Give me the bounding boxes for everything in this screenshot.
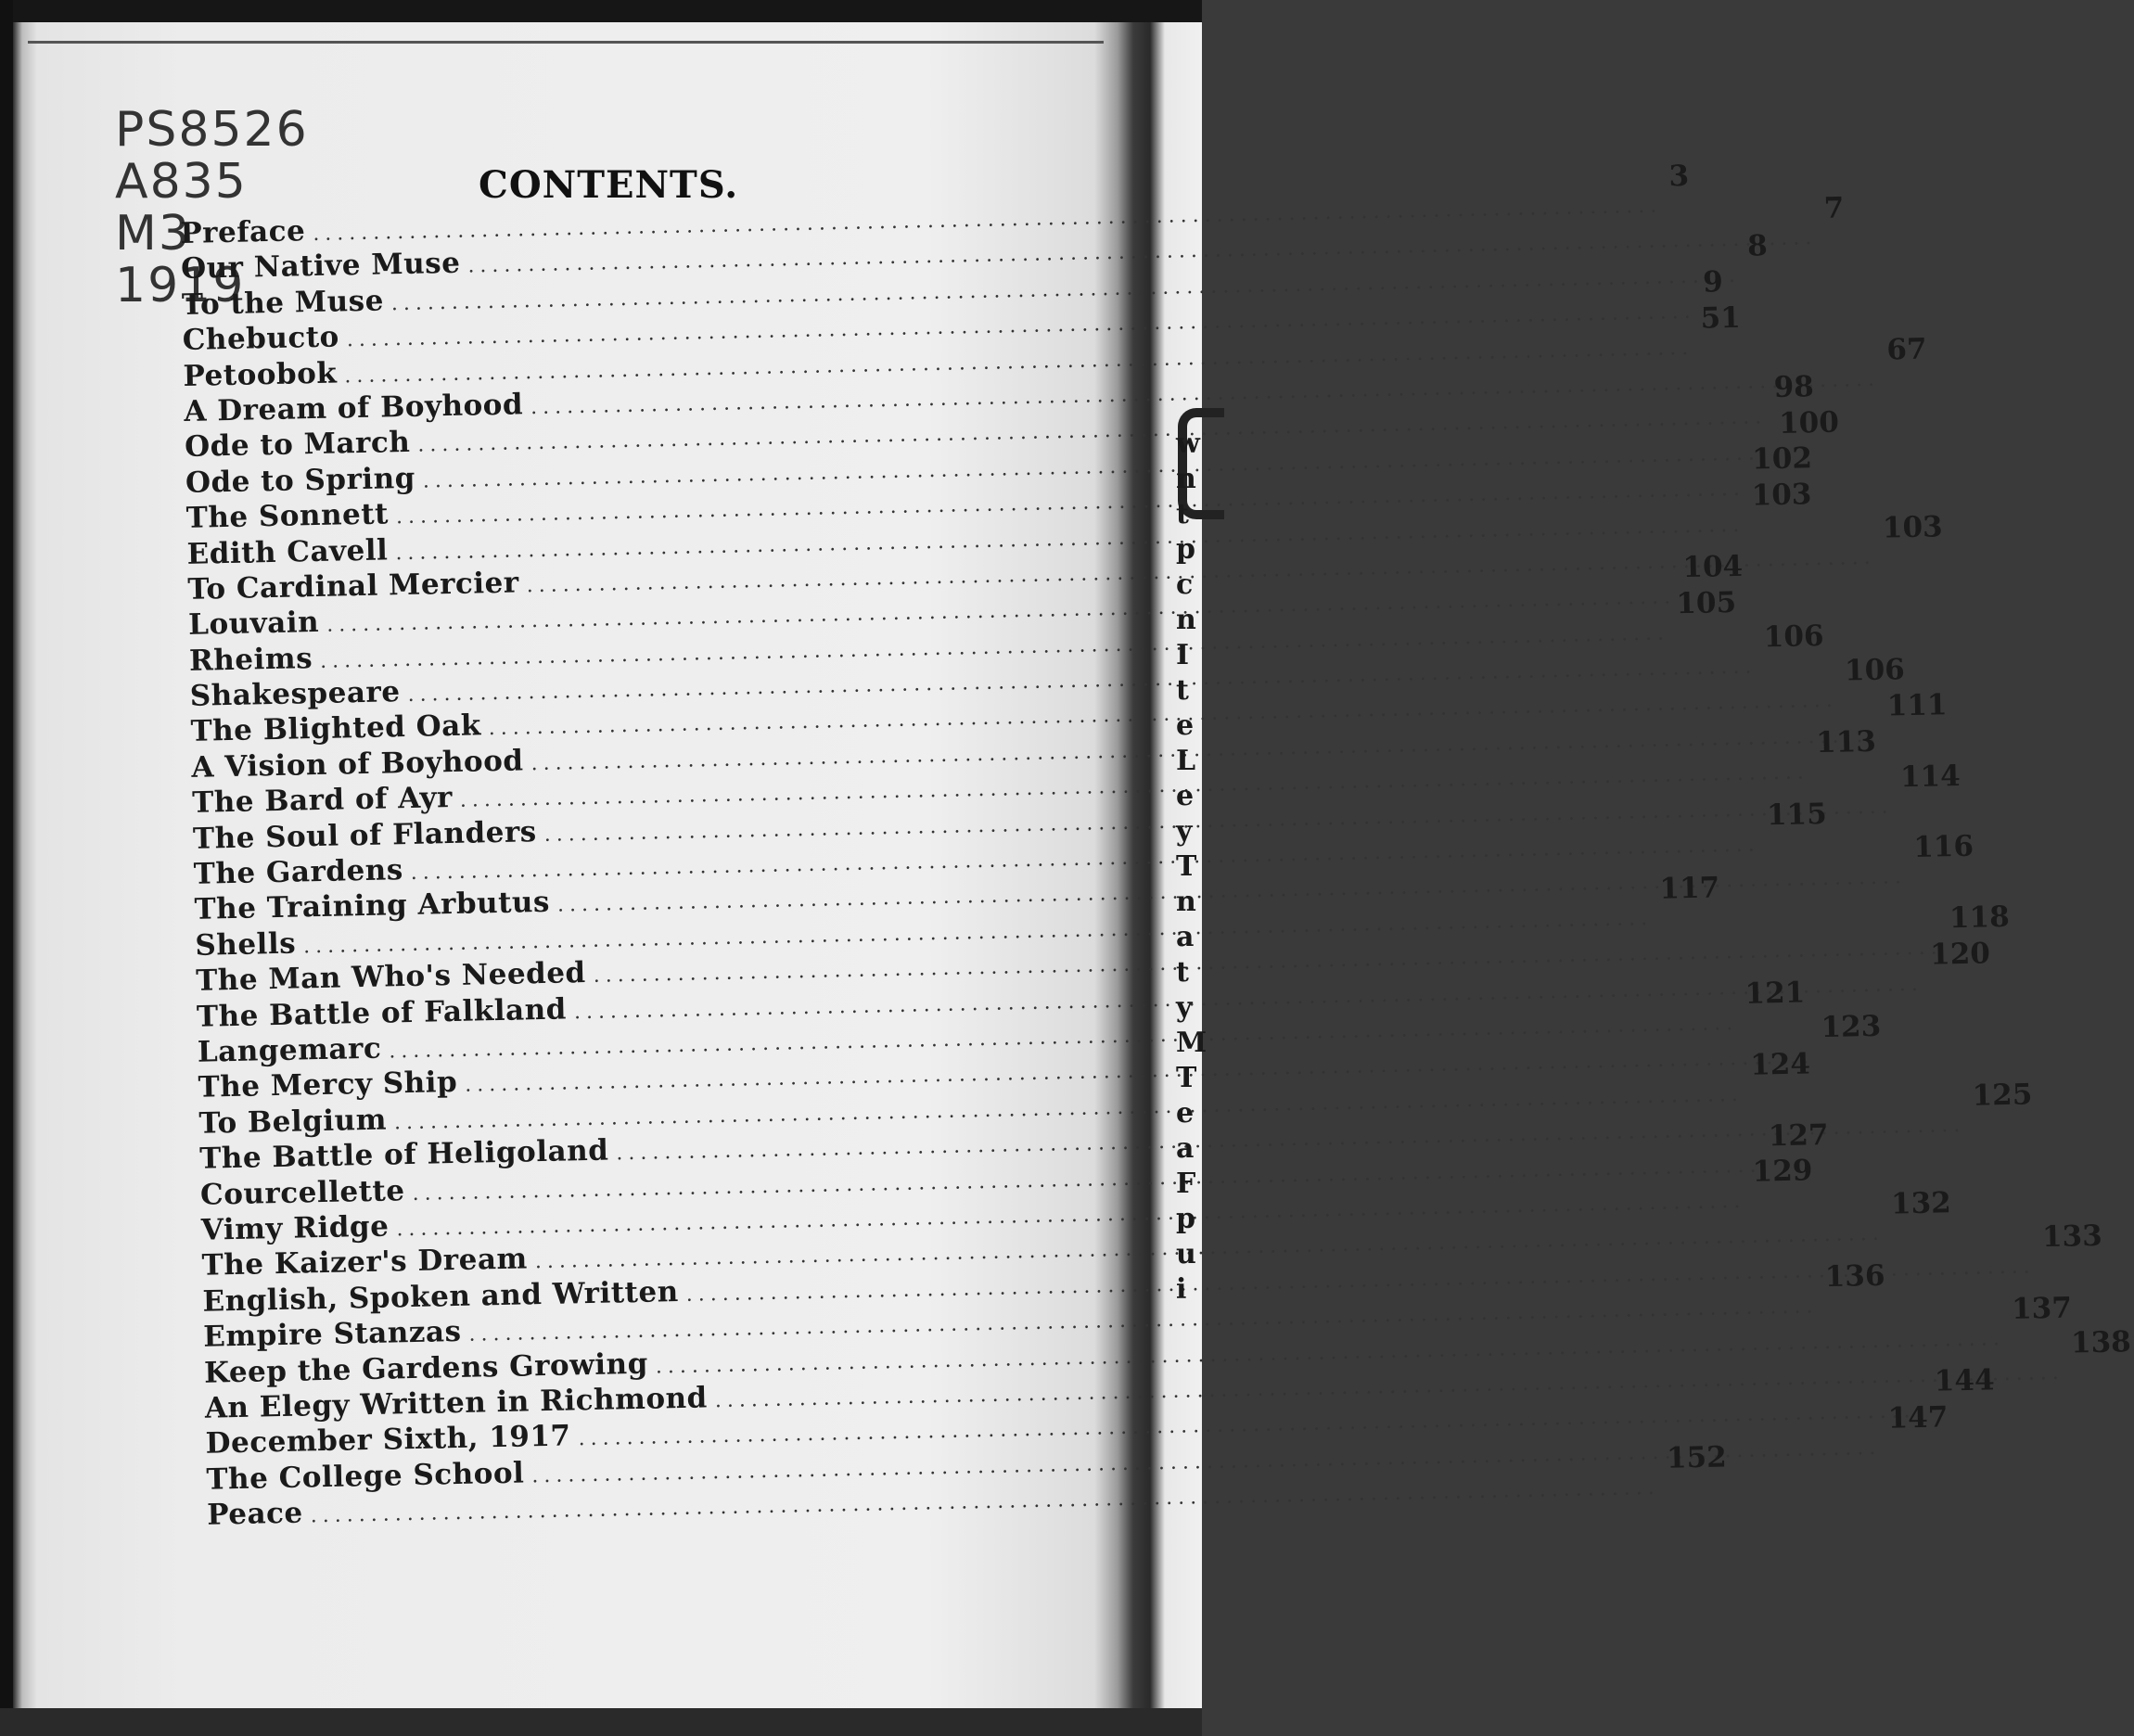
toc-entry-title: Shakespeare (189, 675, 401, 713)
toc-entry-page: 115 (1766, 797, 1828, 833)
toc-entry-title: Preface (180, 214, 306, 250)
toc-entry-page: 116 (1912, 830, 1974, 865)
toc-entry-title: Louvain (187, 606, 320, 643)
facing-page-letter: n (1176, 886, 1196, 918)
toc-entry-page: 8 (1746, 228, 1769, 263)
facing-page-letter: T (1176, 1062, 1197, 1094)
toc-entry-page: 133 (2041, 1219, 2103, 1254)
toc-entry-page: 100 (1778, 405, 1840, 440)
facing-page-letter: c (1176, 568, 1194, 601)
facing-page-letter: y (1176, 991, 1193, 1024)
facing-page-letter: F (1176, 1168, 1196, 1200)
toc-entry-page: 144 (1934, 1363, 1995, 1398)
page-title: CONTENTS. (479, 163, 739, 207)
toc-entry-title: The Bard of Ayr (191, 781, 454, 821)
toc-entry-page: 125 (1972, 1078, 2033, 1113)
toc-entry-title: Langemarc (197, 1031, 382, 1069)
call-number-line: 1919 (115, 258, 246, 313)
toc-entry-title: Empire Stanzas (202, 1315, 462, 1354)
facing-page-letter: p (1176, 1203, 1195, 1235)
call-number-line: M3 (115, 206, 191, 262)
toc-entry-title: A Vision of Boyhood (191, 744, 524, 785)
toc-entry-title: Rheims (188, 641, 313, 678)
toc-entry-title: The College School (206, 1456, 525, 1497)
toc-entry-page: 104 (1682, 550, 1744, 585)
toc-entry-title: The Battle of Falkland (196, 992, 568, 1034)
toc-entry-title: The Sonnett (185, 497, 390, 536)
toc-entry-page: 114 (1899, 759, 1961, 794)
toc-entry-title: Courcellette (199, 1173, 405, 1212)
toc-entry-page: 124 (1749, 1047, 1811, 1082)
toc-entry-page: 102 (1751, 441, 1813, 477)
toc-entry-title: Shells (195, 926, 297, 963)
toc-entry-page: 98 (1773, 370, 1815, 405)
toc-entry-title: The Blighted Oak (190, 708, 482, 749)
facing-page-letter: n (1176, 604, 1196, 636)
toc-entry-title: English, Spoken and Written (202, 1274, 680, 1319)
toc-entry-page: 137 (2011, 1291, 2073, 1326)
toc-entry-title: To Cardinal Mercier (187, 566, 520, 606)
facing-page-letter: a (1176, 921, 1195, 953)
toc-entry-page: 113 (1815, 725, 1877, 760)
toc-entry-title: Keep the Gardens Growing (203, 1347, 649, 1390)
toc-entry-page: 9 (1702, 265, 1724, 300)
toc-entry-page: 118 (1949, 900, 2011, 936)
toc-entry-title: The Soul of Flanders (192, 814, 538, 856)
toc-entry-page: 138 (2070, 1325, 2132, 1360)
toc-entry-page: 7 (1823, 191, 1845, 226)
toc-entry-title: Vimy Ridge (200, 1209, 390, 1247)
facing-page-letter: e (1176, 1097, 1195, 1130)
facing-page-letter: t (1176, 674, 1189, 707)
facing-page-letter: M (1176, 1027, 1208, 1059)
toc-entry-page: 132 (1890, 1186, 1952, 1221)
toc-entry-page: 51 (1700, 300, 1742, 336)
facing-page-letter: y (1176, 815, 1193, 848)
facing-page-letter: t (1176, 498, 1189, 530)
facing-page-letter: L (1176, 745, 1196, 777)
toc-entry-title: The Gardens (193, 853, 404, 891)
toc-entry-title: Peace (206, 1496, 304, 1532)
facing-page-letter: p (1176, 533, 1195, 566)
facing-page-letter: u (1176, 1238, 1196, 1270)
facing-page-letter: i (1176, 1273, 1187, 1306)
toc-entry-page: 120 (1929, 936, 1991, 972)
bottom-scan-edge (0, 1708, 1202, 1736)
facing-page-letter: t (1176, 956, 1189, 989)
top-scan-edge (0, 0, 1202, 22)
toc-entry-title: To Belgium (198, 1103, 388, 1141)
facing-page-letter: T (1176, 850, 1197, 883)
toc-entry-page: 103 (1751, 477, 1812, 513)
toc-entry-page: 127 (1768, 1117, 1829, 1153)
toc-entry-page: 103 (1882, 510, 1944, 545)
toc-entry-page: 3 (1668, 159, 1690, 194)
toc-entry-page: 117 (1659, 871, 1720, 906)
facing-page-letter: e (1176, 780, 1195, 812)
toc-entry-title: To the Muse (181, 284, 385, 322)
toc-entry-title: Edith Cavell (186, 532, 389, 571)
facing-page-letter: I (1176, 639, 1190, 671)
facing-page-letter: e (1176, 709, 1195, 742)
toc-entry-title: Ode to March (184, 426, 411, 465)
toc-entry-page: 106 (1763, 619, 1824, 655)
toc-entry-title: Ode to Spring (185, 461, 416, 500)
facing-page-letter: n (1176, 463, 1196, 495)
toc-entry-title: The Mercy Ship (198, 1066, 458, 1105)
toc-entry-page: 129 (1752, 1154, 1813, 1189)
toc-entry-page: 121 (1744, 976, 1806, 1011)
facing-page-letter: w (1176, 428, 1200, 460)
toc-entry-title: December Sixth, 1917 (205, 1419, 571, 1461)
left-scan-edge (0, 0, 13, 1736)
toc-entry-title: The Man Who's Needed (195, 956, 587, 999)
toc-entry-page: 106 (1844, 653, 1906, 688)
toc-entry-page: 152 (1666, 1440, 1728, 1475)
toc-entry-title: The Battle of Heligoland (198, 1133, 609, 1176)
toc-entry-title: The Training Arbutus (194, 886, 551, 927)
call-number-line: PS8526 (115, 102, 309, 158)
toc-entry-title: An Elegy Written in Richmond (204, 1381, 709, 1425)
toc-entry-title: Our Native Muse (180, 247, 461, 287)
toc-entry-page: 67 (1885, 332, 1927, 367)
facing-page-text-edge (1176, 427, 1207, 1308)
toc-entry-title: A Dream of Boyhood (184, 388, 524, 428)
toc-entry-page: 105 (1676, 585, 1737, 620)
toc-entry-title: The Kaizer's Dream (201, 1242, 529, 1283)
toc-entry-page: 123 (1821, 1010, 1882, 1045)
call-number-line: A835 (115, 154, 248, 210)
toc-entry-title: Petoobok (183, 356, 338, 393)
toc-entry-page: 111 (1886, 688, 1948, 723)
toc-entry-page: 147 (1887, 1400, 1949, 1436)
toc-entry-page: 136 (1824, 1258, 1885, 1295)
facing-page-letter: a (1176, 1132, 1195, 1165)
toc-entry-title: Chebucto (182, 320, 340, 358)
